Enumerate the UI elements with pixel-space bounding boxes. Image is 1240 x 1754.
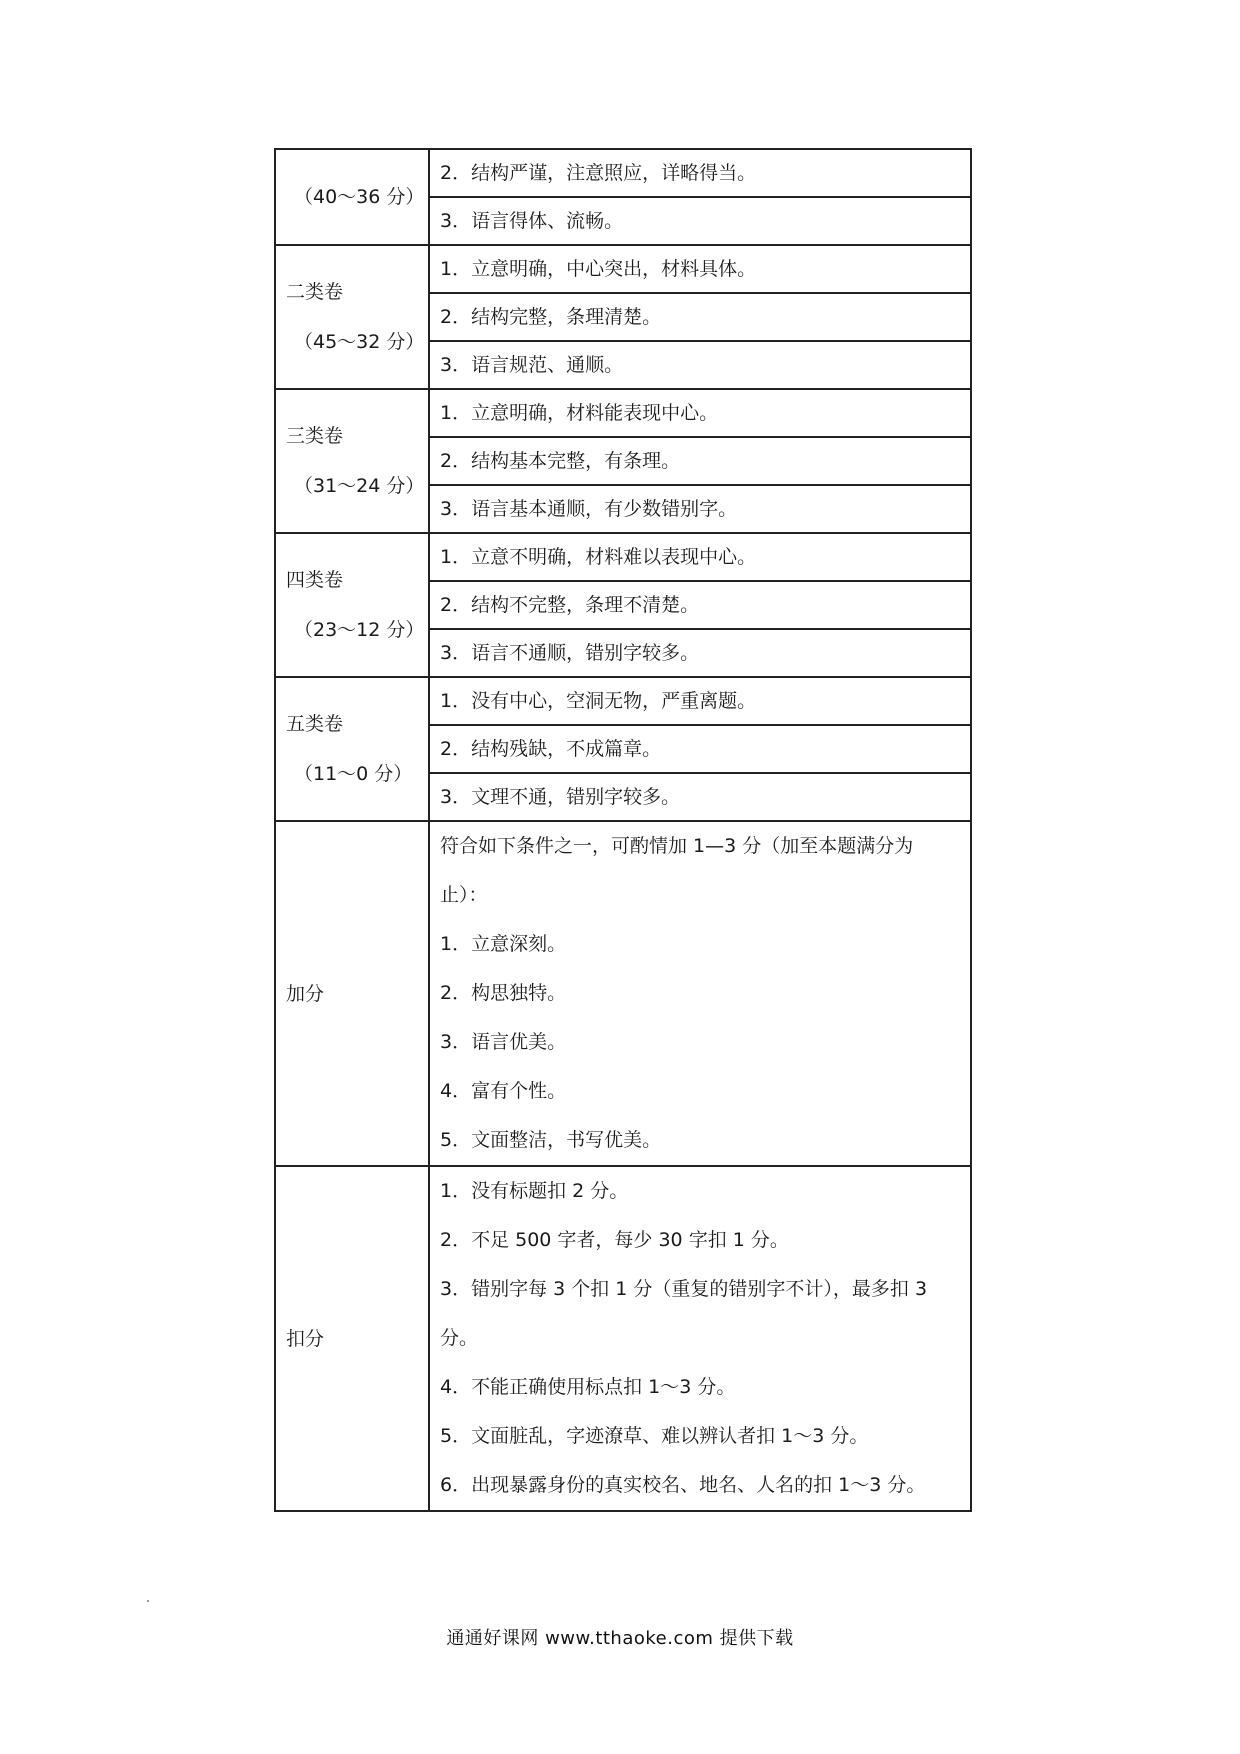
criterion-cell: 2．结构不完整，条理不清楚。 (429, 581, 971, 629)
criterion-cell: 3．语言不通顺，错别字较多。 (429, 629, 971, 677)
deduction-content-cell (429, 1166, 971, 1511)
stray-dot (147, 1600, 149, 1602)
category-cell (275, 677, 429, 821)
deduction-line: 3．错别字每 3 个扣 1 分（重复的错别字不计），最多扣 3 (440, 1278, 928, 1300)
category-name: 四类卷 (286, 569, 344, 591)
bonus-line: 3．语言优美。 (440, 1031, 567, 1053)
category-range: （31～24 分） (294, 475, 425, 497)
criterion-cell: 3．语言基本通顺，有少数错别字。 (429, 485, 971, 533)
category-cell (275, 149, 429, 245)
criterion-cell: 1．立意不明确，材料难以表现中心。 (429, 533, 971, 581)
deduction-line: 分。 (440, 1327, 479, 1349)
bonus-label-cell: 加分 (275, 821, 429, 1166)
category-name: 三类卷 (286, 425, 344, 447)
category-range: （23～12 分） (294, 619, 425, 641)
criterion-cell: 3．语言得体、流畅。 (429, 197, 971, 245)
page-footer: 通通好课网 www.tthaoke.com 提供下载 (446, 1628, 794, 1649)
criterion-cell: 2．结构完整，条理清楚。 (429, 293, 971, 341)
criterion-cell: 2．结构残缺，不成篇章。 (429, 725, 971, 773)
table-row (275, 533, 971, 581)
table-row (275, 389, 971, 437)
category-cell (275, 245, 429, 389)
bonus-row (275, 821, 971, 1166)
deduction-row (275, 1166, 971, 1511)
bonus-line: 止）： (440, 884, 488, 906)
criterion-cell: 1．没有中心，空洞无物，严重离题。 (429, 677, 971, 725)
category-cell (275, 533, 429, 677)
criterion-cell: 1．立意明确，中心突出，材料具体。 (429, 245, 971, 293)
category-name: 二类卷 (286, 281, 344, 303)
criterion-cell: 2．结构严谨，注意照应，详略得当。 (429, 149, 971, 197)
criterion-cell: 1．立意明确，材料能表现中心。 (429, 389, 971, 437)
scoring-rubric-table (274, 148, 972, 1512)
deduction-line: 2．不足 500 字者，每少 30 字扣 1 分。 (440, 1229, 789, 1251)
criterion-cell: 2．结构基本完整，有条理。 (429, 437, 971, 485)
bonus-line: 2．构思独特。 (440, 982, 567, 1004)
bonus-line: 4．富有个性。 (440, 1080, 567, 1102)
table-row (275, 245, 971, 293)
deduction-line: 1．没有标题扣 2 分。 (440, 1180, 629, 1202)
category-range: （45～32 分） (294, 331, 425, 353)
category-range: （40～36 分） (294, 186, 425, 208)
category-range: （11～0 分） (294, 763, 413, 785)
criterion-cell: 3．文理不通，错别字较多。 (429, 773, 971, 821)
table-row (275, 149, 971, 197)
bonus-line: 1．立意深刻。 (440, 933, 567, 955)
deduction-line: 4．不能正确使用标点扣 1～3 分。 (440, 1376, 736, 1398)
deduction-label-cell: 扣分 (275, 1166, 429, 1511)
bonus-line: 符合如下条件之一，可酌情加 1—3 分（加至本题满分为 (440, 835, 914, 857)
bonus-line: 5．文面整洁，书写优美。 (440, 1129, 662, 1151)
table-row (275, 677, 971, 725)
deduction-line: 6．出现暴露身份的真实校名、地名、人名的扣 1～3 分。 (440, 1474, 926, 1496)
bonus-content-cell (429, 821, 971, 1166)
category-name: 五类卷 (286, 713, 344, 735)
deduction-line: 5．文面脏乱，字迹潦草、难以辨认者扣 1～3 分。 (440, 1425, 869, 1447)
criterion-cell: 3．语言规范、通顺。 (429, 341, 971, 389)
category-cell (275, 389, 429, 533)
